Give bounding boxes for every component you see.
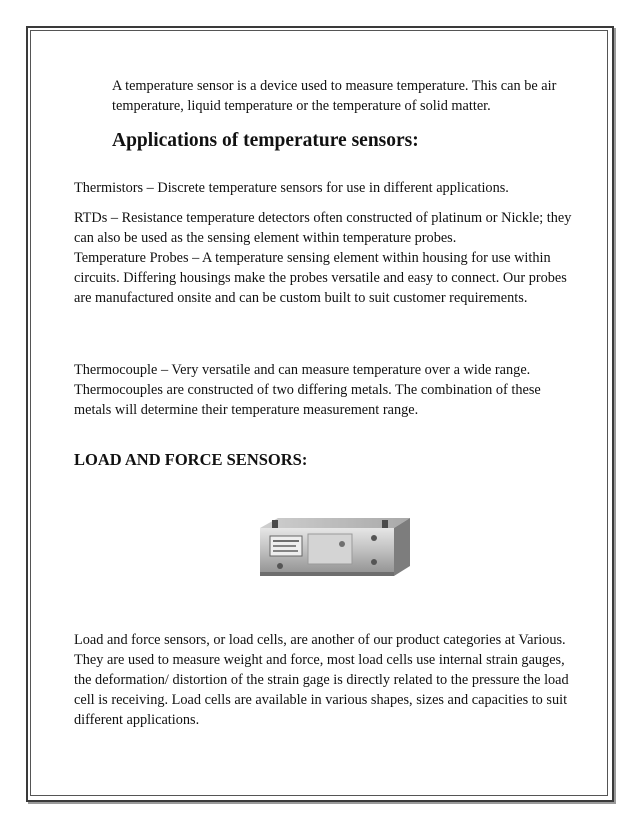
applications-heading: Applications of temperature sensors: [112,130,419,151]
thermocouple-paragraph: Thermocouple – Very versatile and can measure temperature over a wide range. Thermocouples are constructed of two differing metals. The combination of these metals will determine their temperature measurement range. [74,362,541,418]
load-cell-image [256,514,414,582]
rtds-paragraph: RTDs – Resistance temperature detectors often constructed of platinum or Nickle; they can also be used as the sensing element within temperature probes. [74,210,572,246]
temperature-probes-paragraph: Temperature Probes – A temperature sensing element within housing for use within circuits. Differing housings make the probes versatile and easy to connect. Our probes are manufactured onsite and can be custom built to suit customer requirements. [74,250,567,306]
thermistors-paragraph: Thermistors – Discrete temperature sensors for use in different applications. [74,180,509,196]
load-force-heading: LOAD AND FORCE SENSORS: [74,450,308,469]
intro-paragraph: A temperature sensor is a device used to measure temperature. This can be air temperature, liquid temperature or the temperature of solid matter. [112,78,557,114]
load-force-paragraph: Load and force sensors, or load cells, are another of our product categories at Various. They are used to measure weight and force, most load cells use internal strain gauges, the deformation/ distortion of the strain gage is directly related to the pressure the load cell is receiving. Load cells are available in various shapes, sizes and capacities to suit different applications. [74,632,569,728]
